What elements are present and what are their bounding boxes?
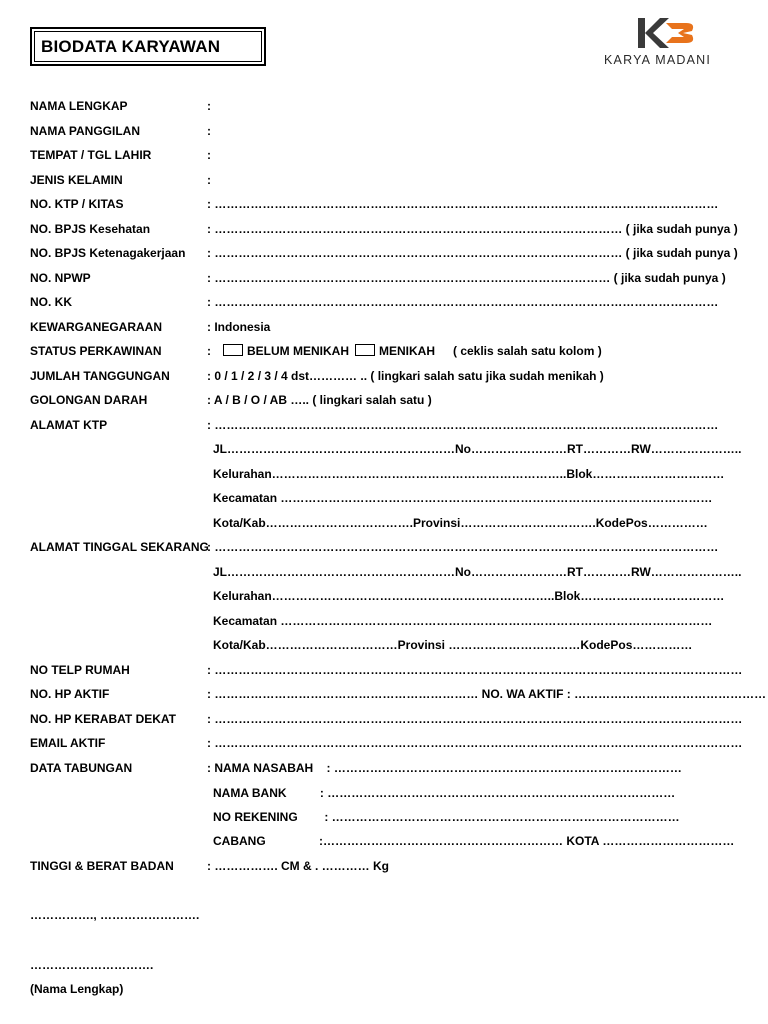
value-alamat-tinggal[interactable]: : ……………………………………………………………………………………………………………… <box>207 540 719 554</box>
company-logo <box>600 18 735 73</box>
value-nama-panggilan[interactable]: : <box>207 124 211 138</box>
checkbox-menikah[interactable] <box>355 344 375 356</box>
value-kk[interactable]: : ……………………………………………………………………………………………………………… <box>207 295 719 309</box>
value-nama-bank[interactable]: NAMA BANK : …………………………………………………………………………… <box>213 786 676 800</box>
value-telp-rumah[interactable]: : …………………………………………………………………………………………………………………… <box>207 663 743 677</box>
value-tinggi-berat[interactable]: : ……………. CM & . ………… Kg <box>207 859 389 873</box>
value-hp-aktif[interactable]: : ………………………………………………………… NO. WA AKTIF : ………………………………………… <box>207 687 767 701</box>
label-status-perkawinan: STATUS PERKAWINAN <box>30 344 162 358</box>
label-golongan-darah: GOLONGAN DARAH <box>30 393 148 407</box>
status-colon: : <box>207 344 211 358</box>
value-bpjs-kesehatan[interactable]: : ………………………………………………………………………………………… ( jika sudah punya ) <box>207 222 738 236</box>
page-title: BIODATA KARYAWAN <box>34 31 262 62</box>
label-belum-menikah: BELUM MENIKAH <box>247 344 349 358</box>
title-box <box>30 27 266 66</box>
value-ktp[interactable]: : ……………………………………………………………………………………………………………… <box>207 197 719 211</box>
label-menikah: MENIKAH <box>379 344 435 358</box>
value-jenis-kelamin[interactable]: : <box>207 173 211 187</box>
value-alamat-tinggal-jl[interactable]: JL…………………………………………………No……………………RT…………RW………………….. <box>213 565 742 579</box>
km-logo-icon <box>638 18 702 52</box>
label-jumlah-tanggungan: JUMLAH TANGGUNGAN <box>30 369 170 383</box>
label-tinggi-berat: TINGGI & BERAT BADAN <box>30 859 174 873</box>
value-alamat-tinggal-kota[interactable]: Kota/Kab……………………………Provinsi ……………………………KodePos…………… <box>213 638 693 652</box>
label-email: EMAIL AKTIF <box>30 736 106 750</box>
value-bpjs-ketenagakerjaan[interactable]: : ………………………………………………………………………………………… ( jika sudah punya ) <box>207 246 738 260</box>
label-ktp: NO. KTP / KITAS <box>30 197 124 211</box>
value-no-rekening[interactable]: NO REKENING : …………………………………………………………………………… <box>213 810 680 824</box>
label-bpjs-kesehatan: NO. BPJS Kesehatan <box>30 222 151 236</box>
checkbox-belum-menikah[interactable] <box>223 344 243 356</box>
label-npwp: NO. NPWP <box>30 271 91 285</box>
label-jenis-kelamin: JENIS KELAMIN <box>30 173 123 187</box>
value-hp-kerabat[interactable]: : …………………………………………………………………………………………………………………… <box>207 712 743 726</box>
value-npwp[interactable]: : ……………………………………………………………………………………… ( jika sudah punya ) <box>207 271 726 285</box>
value-alamat-ktp-kecamatan[interactable]: Kecamatan ……………………………………………………………………………………………… <box>213 491 713 505</box>
value-alamat-tinggal-kecamatan[interactable]: Kecamatan ……………………………………………………………………………………………… <box>213 614 713 628</box>
footer-signature-line[interactable]: …………………………. <box>30 958 154 972</box>
value-alamat-ktp[interactable]: : ……………………………………………………………………………………………………………… <box>207 418 719 432</box>
footer-place-date[interactable]: ……………., ……………………. <box>30 908 200 922</box>
label-hp-kerabat: NO. HP KERABAT DEKAT <box>30 712 177 726</box>
value-tempat-tgl-lahir[interactable]: : <box>207 148 211 162</box>
value-alamat-ktp-jl[interactable]: JL…………………………………………………No……………………RT…………RW………………….. <box>213 442 742 456</box>
label-hp-aktif: NO. HP AKTIF <box>30 687 110 701</box>
label-bpjs-ketenagakerjaan: NO. BPJS Ketenagakerjaan <box>30 246 186 260</box>
value-jumlah-tanggungan[interactable]: : 0 / 1 / 2 / 3 / 4 dst………… .. ( lingkari salah satu jika sudah menikah ) <box>207 369 604 383</box>
value-alamat-ktp-kota[interactable]: Kota/Kab……………………………….Provinsi…………………………….KodePos…………… <box>213 516 708 530</box>
value-alamat-tinggal-kelurahan[interactable]: Kelurahan……………………………………………………………..Blok……………………………… <box>213 589 725 603</box>
value-email[interactable]: : …………………………………………………………………………………………………………………… <box>207 736 743 750</box>
label-tempat-tgl-lahir: TEMPAT / TGL LAHIR <box>30 148 152 162</box>
label-kk: NO. KK <box>30 295 72 309</box>
footer-name-caption: (Nama Lengkap) <box>30 982 124 996</box>
value-nama-nasabah[interactable]: : NAMA NASABAH : …………………………………………………………………………… <box>207 761 682 775</box>
value-nama-lengkap[interactable]: : <box>207 99 211 113</box>
value-cabang[interactable]: CABANG :…………………………………………………… KOTA …………………………… <box>213 834 735 848</box>
value-alamat-ktp-kelurahan[interactable]: Kelurahan………………………………………………………………..Blok…………………………… <box>213 467 725 481</box>
label-kewarganegaraan: KEWARGANEGARAAN <box>30 320 162 334</box>
label-tabungan: DATA TABUNGAN <box>30 761 133 775</box>
label-alamat-ktp: ALAMAT KTP <box>30 418 108 432</box>
logo-text: KARYA MADANI <box>604 53 712 67</box>
label-alamat-tinggal: ALAMAT TINGGAL SEKARANG <box>30 540 209 554</box>
label-nama-lengkap: NAMA LENGKAP <box>30 99 128 113</box>
status-note: ( ceklis salah satu kolom ) <box>453 344 602 358</box>
status-options <box>207 344 602 358</box>
label-nama-panggilan: NAMA PANGGILAN <box>30 124 140 138</box>
label-telp-rumah: NO TELP RUMAH <box>30 663 130 677</box>
value-golongan-darah[interactable]: : A / B / O / AB ….. ( lingkari salah satu ) <box>207 393 432 407</box>
value-kewarganegaraan[interactable]: : Indonesia <box>207 320 271 334</box>
